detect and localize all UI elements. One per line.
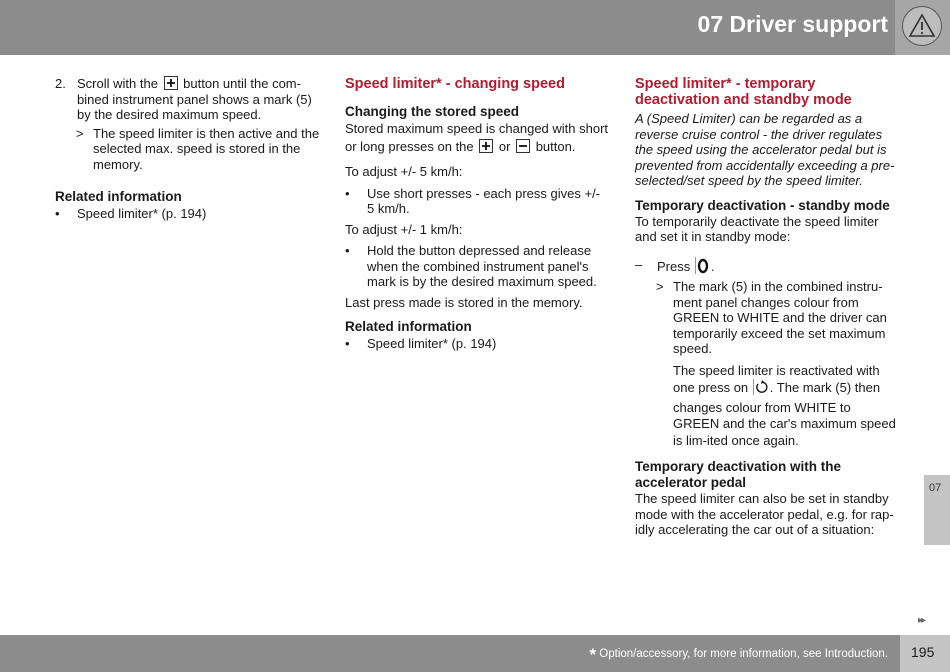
press-after: .	[710, 258, 715, 274]
bullet-dot: •	[345, 243, 350, 258]
reactivate-paragraph	[635, 363, 900, 450]
last-press-text: Last press made is stored in the memory.	[345, 294, 583, 310]
page-header	[0, 0, 950, 55]
chapter-tab-label: 07	[929, 482, 942, 494]
step-text-start: Scroll with the	[77, 76, 158, 91]
related-link[interactable]: Speed limiter* (p. 194)	[77, 206, 207, 221]
press-step	[635, 257, 900, 278]
press-label: Press	[657, 258, 691, 274]
accelerator-heading: Temporary deactivation with the accelerator pedal	[635, 459, 842, 490]
sub-heading: Changing the stored speed	[345, 104, 520, 119]
chapter-title: 07 Driver support	[697, 11, 888, 37]
minus-button-icon	[516, 139, 530, 153]
related-info-heading: Related information	[55, 189, 182, 204]
footnote	[589, 645, 888, 665]
result-text: The speed limiter is then active and the selected max. speed is stored in the memory.	[93, 125, 320, 172]
adjust-5-bullet	[345, 186, 610, 217]
reactivate-text: The speed limiter is reactivated with one press on	[673, 362, 880, 395]
column-left	[55, 76, 323, 222]
next-page-arrows-icon: ▸▸	[918, 615, 925, 626]
adjust-1-label: To adjust +/- 1 km/h:	[345, 221, 463, 237]
adjust-5-label: To adjust +/- 5 km/h:	[345, 164, 463, 179]
related-info-item[interactable]	[345, 336, 610, 352]
intro-text: Stored maximum speed is changed with short or long presses on the	[345, 121, 609, 154]
page-number-box	[900, 635, 950, 672]
intro-end: button.	[535, 139, 576, 154]
related-info-item[interactable]	[55, 206, 323, 222]
result-text: The mark (5) in the combined instru-ment panel changes colour from GREEN to WHITE and the driver can temporarily exceed the set maximum speed.	[673, 279, 887, 356]
bullet-dot: •	[345, 336, 350, 351]
zero-button-icon	[695, 257, 710, 278]
press-result	[635, 279, 900, 357]
plus-button-icon	[164, 76, 178, 90]
step-text-end: button until the com-bined instrument panel shows a mark (5) by the desired maximum speed.	[77, 76, 312, 122]
step-number: 2.	[55, 76, 66, 91]
result-marker: >	[656, 279, 664, 294]
column-right	[635, 76, 900, 538]
section-heading: Speed limiter* - changing speed	[345, 76, 565, 92]
reactivate-text-end: . The mark (5) then changes colour from WHITE to GREEN and the car's maximum speed is lim-ited once again.	[673, 380, 896, 448]
header-icon-box	[895, 0, 950, 55]
result-marker: >	[76, 125, 84, 141]
step-2	[55, 76, 323, 123]
warning-triangle-icon	[902, 6, 942, 46]
footnote-text: Option/accessory, for more information, see Introduction.	[599, 648, 888, 660]
standby-heading: Temporary deactivation - standby mode	[635, 197, 890, 213]
chapter-side-tab	[924, 475, 950, 545]
column-middle	[345, 76, 610, 352]
standby-text: To temporarily deactivate the speed limiter and set it in standby mode:	[635, 213, 879, 244]
adjust-5-text: Use short presses - each press gives +/- 5 km/h.	[367, 185, 601, 216]
page-number: 195	[911, 644, 935, 660]
step-result	[55, 126, 323, 173]
adjust-1-bullet	[345, 243, 610, 290]
intro-paragraph: A (Speed Limiter) can be regarded as a reverse cruise control - the driver regulates the speed using the accelerator pedal but is prevented from accidentally exceeding a pre-selected/set speed by the speed limiter.	[635, 111, 895, 188]
accelerator-text: The speed limiter can also be set in standby mode with the accelerator pedal, e.g. for rap-idly accelerating the car out of a situation:	[635, 491, 894, 537]
intro-paragraph	[345, 120, 610, 156]
intro-or: or	[498, 139, 511, 154]
related-info-heading: Related information	[345, 319, 472, 334]
plus-button-icon	[479, 139, 493, 153]
adjust-1-text: Hold the button depressed and release when the combined instrument panel's mark is by the desired maximum speed.	[367, 243, 597, 289]
bullet-dot: •	[345, 185, 350, 201]
section-heading: Speed limiter* - temporary deactivation and standby mode	[635, 76, 852, 108]
dash-marker: –	[635, 256, 643, 272]
bullet-dot: •	[55, 206, 60, 221]
page-footer	[0, 635, 950, 672]
footnote-star: *	[589, 645, 597, 664]
resume-button-icon	[753, 379, 769, 400]
related-link[interactable]: Speed limiter* (p. 194)	[367, 336, 497, 351]
